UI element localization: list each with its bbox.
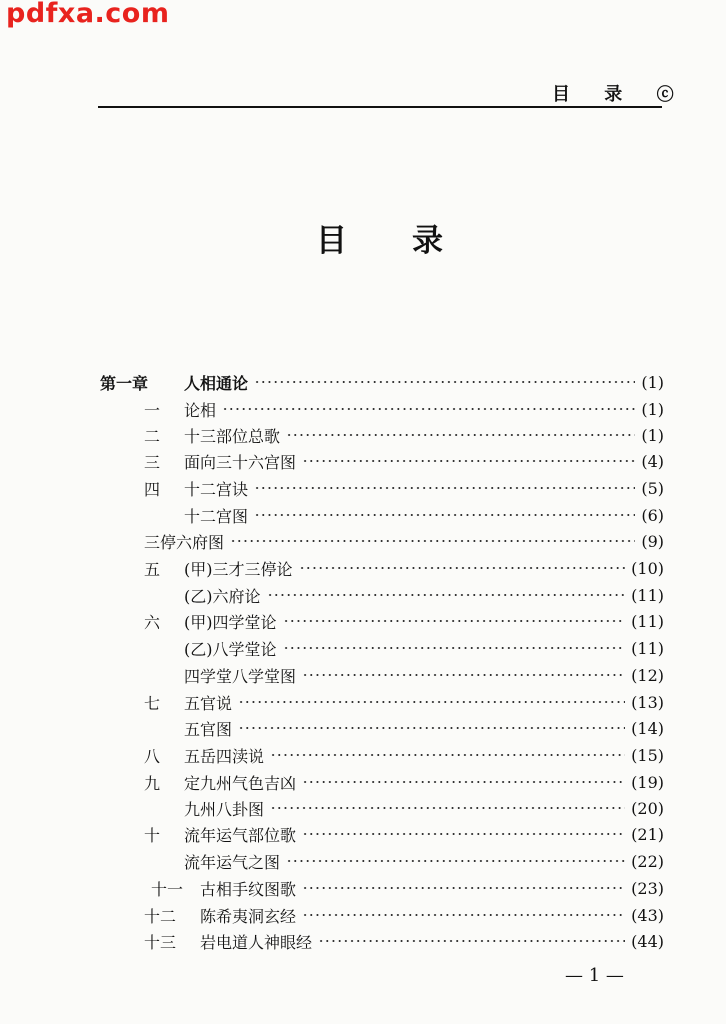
- toc-entry-number: 八: [144, 746, 161, 766]
- toc-entry-page: (19): [631, 772, 664, 792]
- running-head: [552, 80, 674, 106]
- dot-leader: [230, 540, 635, 542]
- toc-entry-page: (1): [641, 425, 664, 445]
- toc-entry-page: (22): [631, 851, 664, 871]
- title-char-2: 录: [412, 223, 443, 259]
- dot-leader: [299, 567, 625, 569]
- toc-entry-title: (乙)八学堂论: [184, 639, 277, 659]
- toc-entry-page: (23): [631, 878, 664, 898]
- toc-entry: [144, 502, 664, 528]
- toc-entry-title: 五官图: [184, 719, 233, 739]
- toc-entry-page: (43): [631, 905, 664, 925]
- toc-entry-number: 七: [144, 693, 161, 713]
- toc-entry-page: (4): [641, 451, 664, 471]
- toc-entry: [144, 848, 664, 874]
- toc-entry: [144, 635, 664, 661]
- toc-entry-title: 五官说: [184, 693, 233, 713]
- toc-entry-title: 流年运气部位歌: [184, 825, 297, 845]
- toc-entry-number: 四: [144, 479, 161, 499]
- toc-entry: [144, 769, 664, 795]
- dot-leader: [283, 620, 625, 622]
- dot-leader: [254, 487, 635, 489]
- toc-entry: [144, 422, 664, 448]
- dot-leader: [222, 408, 635, 410]
- toc-entry-page: (12): [631, 665, 664, 685]
- toc-entry-page: (10): [631, 558, 664, 578]
- toc-entry-page: (11): [631, 585, 664, 605]
- toc-entry-page: (11): [631, 611, 664, 631]
- toc-entry-title: (甲)三才三停论: [184, 559, 293, 579]
- dot-leader: [267, 594, 625, 596]
- toc-entry-page: (11): [631, 638, 664, 658]
- toc-entry: [144, 902, 664, 928]
- toc-entry-page: (13): [631, 692, 664, 712]
- toc-entry: [144, 742, 664, 768]
- toc-entry-title: 十三部位总歌: [184, 426, 281, 446]
- toc-entry: [144, 396, 664, 422]
- dot-leader: [283, 647, 625, 649]
- toc-entry-page: (6): [641, 505, 664, 525]
- dot-leader: [302, 460, 635, 462]
- toc-entry-title: (甲)四学堂论: [184, 612, 277, 632]
- toc-entry-number: 十: [144, 825, 161, 845]
- dot-leader: [286, 860, 625, 862]
- toc-entry: [144, 715, 664, 741]
- dot-leader: [302, 914, 625, 916]
- toc-entry: [144, 689, 664, 715]
- page-title: [316, 215, 443, 260]
- watermark: pdfxa.com: [6, 0, 170, 29]
- toc-entry: [151, 875, 664, 901]
- dot-leader: [270, 754, 625, 756]
- dot-leader: [238, 701, 625, 703]
- toc-entry: [144, 582, 664, 608]
- toc-entry-title: 古相手纹图歌: [200, 879, 297, 899]
- toc-entry-page: (1): [641, 372, 664, 392]
- toc-entry-number: 二: [144, 426, 161, 446]
- toc-entry-title: 岩电道人神眼经: [200, 932, 313, 952]
- toc-entry-page: (5): [641, 478, 664, 498]
- toc-entry-page: (14): [631, 718, 664, 738]
- toc-entry-title: 五岳四渎说: [184, 746, 265, 766]
- dot-leader: [254, 514, 635, 516]
- dot-leader: [286, 434, 635, 436]
- toc-entry: [144, 555, 664, 581]
- toc-entry: [144, 928, 664, 954]
- toc-entry: [144, 608, 664, 634]
- dot-leader: [302, 674, 625, 676]
- toc-entry: [144, 528, 664, 554]
- toc-entry-title: 十二宫图: [184, 506, 249, 526]
- toc-entry: [144, 448, 664, 474]
- toc-entry: [144, 662, 664, 688]
- toc-entry: [100, 369, 664, 395]
- toc-entry-page: (20): [631, 798, 664, 818]
- dot-leader: [302, 887, 625, 889]
- dot-leader: [238, 727, 625, 729]
- toc-entry-number: 五: [144, 559, 161, 579]
- toc-entry: [144, 475, 664, 501]
- running-head-page-mark: ⓒ: [656, 85, 674, 105]
- dot-leader: [302, 833, 625, 835]
- toc-entry-number: 十二: [144, 906, 177, 926]
- dot-leader: [318, 940, 625, 942]
- toc-entry-page: (1): [641, 399, 664, 419]
- toc-entry-number: 三: [144, 452, 161, 472]
- toc-entry-number: 六: [144, 612, 161, 632]
- toc-entry-page: (9): [641, 531, 664, 551]
- title-char-1: 目: [316, 223, 347, 259]
- toc-entry-title: 面向三十六宫图: [184, 452, 297, 472]
- toc-entry-page: (44): [631, 931, 664, 951]
- dot-leader: [254, 381, 635, 383]
- toc-entry-page: (15): [631, 745, 664, 765]
- toc-entry-title: 定九州气色吉凶: [184, 773, 297, 793]
- running-head-text: 目 录: [552, 84, 637, 105]
- toc-entry: [144, 821, 664, 847]
- header-rule: [98, 106, 662, 108]
- toc-entry-number: 第一章: [100, 373, 149, 393]
- toc-entry-title: (乙)六府论: [184, 586, 261, 606]
- toc-entry-title: 陈希夷洞玄经: [200, 906, 297, 926]
- toc-entry: [144, 795, 664, 821]
- toc-entry-title: 十二宫诀: [184, 479, 249, 499]
- toc-entry-title: 论相: [184, 400, 217, 420]
- toc-entry-title: 四学堂八学堂图: [184, 666, 297, 686]
- toc-entry-number: 十三: [144, 932, 177, 952]
- toc-entry-number: 一: [144, 400, 161, 420]
- toc-entry-number: 九: [144, 773, 161, 793]
- toc-entry-number: 十一: [151, 879, 184, 899]
- page-number: — 1 —: [565, 965, 624, 986]
- dot-leader: [302, 781, 625, 783]
- toc-entry-title: 人相通论: [184, 373, 249, 393]
- toc-entry-title: 流年运气之图: [184, 852, 281, 872]
- toc-entry-page: (21): [631, 824, 664, 844]
- dot-leader: [270, 807, 625, 809]
- toc-entry-number: 三停六府图: [144, 532, 225, 552]
- toc-entry-title: 九州八卦图: [184, 799, 265, 819]
